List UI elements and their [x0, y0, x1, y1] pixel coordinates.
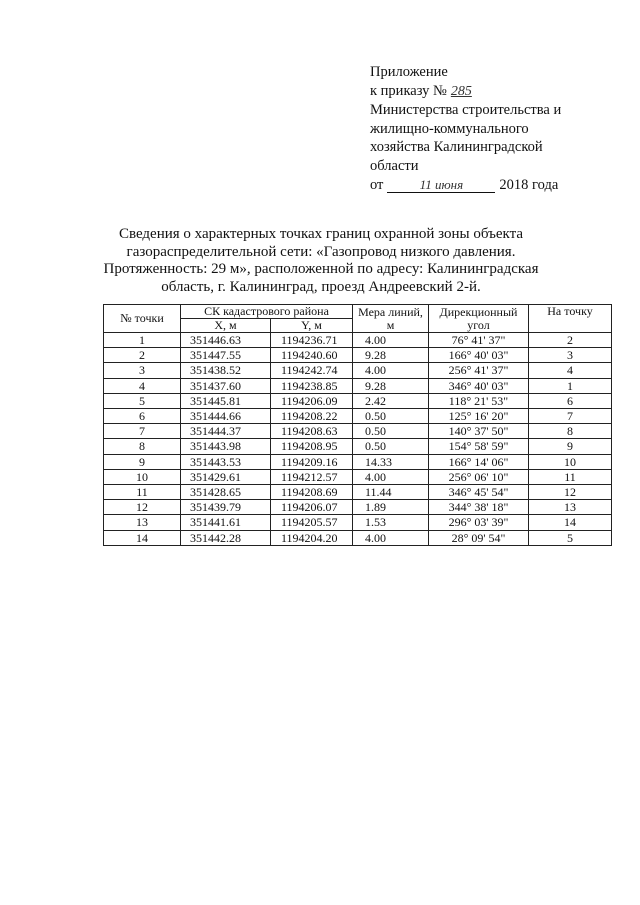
cell-y: 1194236.71	[271, 333, 353, 348]
cell-x: 351445.81	[181, 393, 271, 408]
date-line	[370, 176, 610, 195]
cell-direction: 344° 38' 18"	[429, 500, 529, 515]
cell-to-point: 7	[529, 409, 612, 424]
cell-y: 1194208.63	[271, 424, 353, 439]
cell-y: 1194242.74	[271, 363, 353, 378]
cell-direction: 125° 16' 20"	[429, 409, 529, 424]
cell-to-point: 3	[529, 348, 612, 363]
cell-length: 0.50	[353, 424, 429, 439]
cell-length: 4.00	[353, 363, 429, 378]
cell-x: 351429.61	[181, 469, 271, 484]
header-point-no: № точки	[104, 305, 181, 333]
cell-x: 351446.63	[181, 333, 271, 348]
order-label: к приказу №	[370, 82, 447, 99]
cell-direction: 166° 40' 03"	[429, 348, 529, 363]
cell-length: 0.50	[353, 409, 429, 424]
cell-direction: 140° 37' 50"	[429, 424, 529, 439]
cell-direction: 118° 21' 53"	[429, 393, 529, 408]
cell-x: 351428.65	[181, 485, 271, 500]
cell-y: 1194238.85	[271, 378, 353, 393]
cell-length: 11.44	[353, 485, 429, 500]
cell-point-no: 6	[104, 409, 181, 424]
cell-length: 2.42	[353, 393, 429, 408]
appendix-block	[370, 63, 610, 194]
cell-direction: 296° 03' 39"	[429, 515, 529, 530]
cell-length: 9.28	[353, 348, 429, 363]
cell-point-no: 13	[104, 515, 181, 530]
table-row	[104, 333, 612, 348]
cell-x: 351447.55	[181, 348, 271, 363]
header-sk-group: СК кадастрового района	[181, 305, 353, 319]
date-prefix: от	[370, 176, 384, 193]
cell-direction: 346° 40' 03"	[429, 378, 529, 393]
cell-to-point: 14	[529, 515, 612, 530]
cell-direction: 154° 58' 59"	[429, 439, 529, 454]
cell-direction: 256° 06' 10"	[429, 469, 529, 484]
table-row	[104, 393, 612, 408]
cell-to-point: 9	[529, 439, 612, 454]
cell-to-point: 12	[529, 485, 612, 500]
cell-y: 1194212.57	[271, 469, 353, 484]
cell-x: 351444.37	[181, 424, 271, 439]
cell-x: 351439.79	[181, 500, 271, 515]
cell-point-no: 7	[104, 424, 181, 439]
cell-length: 9.28	[353, 378, 429, 393]
cell-point-no: 8	[104, 439, 181, 454]
cell-direction: 256° 41' 37"	[429, 363, 529, 378]
cell-point-no: 11	[104, 485, 181, 500]
cell-y: 1194204.20	[271, 530, 353, 545]
cell-direction: 346° 45' 54"	[429, 485, 529, 500]
ministry-line-2: жилищно-коммунального	[370, 120, 529, 137]
cell-x: 351443.98	[181, 439, 271, 454]
cell-point-no: 14	[104, 530, 181, 545]
cell-to-point: 8	[529, 424, 612, 439]
cell-y: 1194208.22	[271, 409, 353, 424]
cell-y: 1194208.95	[271, 439, 353, 454]
table-row	[104, 439, 612, 454]
cell-direction: 166° 14' 06"	[429, 454, 529, 469]
cell-x: 351442.28	[181, 530, 271, 545]
cell-to-point: 13	[529, 500, 612, 515]
cell-point-no: 4	[104, 378, 181, 393]
cell-y: 1194208.69	[271, 485, 353, 500]
cell-point-no: 10	[104, 469, 181, 484]
table-row	[104, 515, 612, 530]
table-row	[104, 363, 612, 378]
cell-length: 1.89	[353, 500, 429, 515]
cell-y: 1194206.07	[271, 500, 353, 515]
cell-y: 1194206.09	[271, 393, 353, 408]
cell-length: 4.00	[353, 469, 429, 484]
cell-x: 351443.53	[181, 454, 271, 469]
table-row	[104, 454, 612, 469]
cell-to-point: 1	[529, 378, 612, 393]
cell-point-no: 9	[104, 454, 181, 469]
cell-length: 14.33	[353, 454, 429, 469]
cell-to-point: 5	[529, 530, 612, 545]
date-suffix: 2018 года	[499, 176, 559, 193]
cell-point-no: 1	[104, 333, 181, 348]
date-handwritten: 11 июня	[387, 178, 495, 193]
cell-point-no: 12	[104, 500, 181, 515]
cell-y: 1194240.60	[271, 348, 353, 363]
cell-to-point: 2	[529, 333, 612, 348]
cell-y: 1194209.16	[271, 454, 353, 469]
ministry-line-4: области	[370, 157, 419, 174]
table-row	[104, 469, 612, 484]
table-row	[104, 348, 612, 363]
document-title: Сведения о характерных точках границ охранной зоны объекта газораспределительной сети: «Газопровод низкого давления. Протяженность: 29 м», расположенной по адресу: Калининградская область, г. Калининград, проезд Андреевский 2-й.	[103, 226, 539, 295]
cell-point-no: 3	[104, 363, 181, 378]
cell-to-point: 6	[529, 393, 612, 408]
table-row	[104, 530, 612, 545]
coordinates-table	[103, 304, 612, 546]
cell-point-no: 2	[104, 348, 181, 363]
header-x: X, м	[181, 319, 271, 333]
order-number: 285	[450, 83, 472, 99]
cell-length: 0.50	[353, 439, 429, 454]
cell-y: 1194205.57	[271, 515, 353, 530]
cell-length: 4.00	[353, 333, 429, 348]
cell-point-no: 5	[104, 393, 181, 408]
header-length: Мера линий, м	[353, 305, 429, 333]
cell-direction: 76° 41' 37"	[429, 333, 529, 348]
cell-x: 351437.60	[181, 378, 271, 393]
table-body	[104, 333, 612, 546]
cell-to-point: 4	[529, 363, 612, 378]
cell-direction: 28° 09' 54"	[429, 530, 529, 545]
cell-to-point: 11	[529, 469, 612, 484]
appendix-title: Приложение	[370, 64, 448, 80]
header-to-point: На точку	[529, 305, 612, 333]
cell-x: 351444.66	[181, 409, 271, 424]
table-row	[104, 500, 612, 515]
cell-x: 351441.61	[181, 515, 271, 530]
header-y: Y, м	[271, 319, 353, 333]
order-line	[370, 82, 610, 102]
cell-length: 1.53	[353, 515, 429, 530]
cell-x: 351438.52	[181, 363, 271, 378]
cell-length: 4.00	[353, 530, 429, 545]
table-row	[104, 424, 612, 439]
table-row	[104, 409, 612, 424]
table-row	[104, 485, 612, 500]
header-direction: Дирекционный угол	[429, 305, 529, 333]
ministry-line-3: хозяйства Калининградской	[370, 139, 543, 156]
ministry-line-1: Министерства строительства и	[370, 102, 562, 119]
table-row	[104, 378, 612, 393]
cell-to-point: 10	[529, 454, 612, 469]
